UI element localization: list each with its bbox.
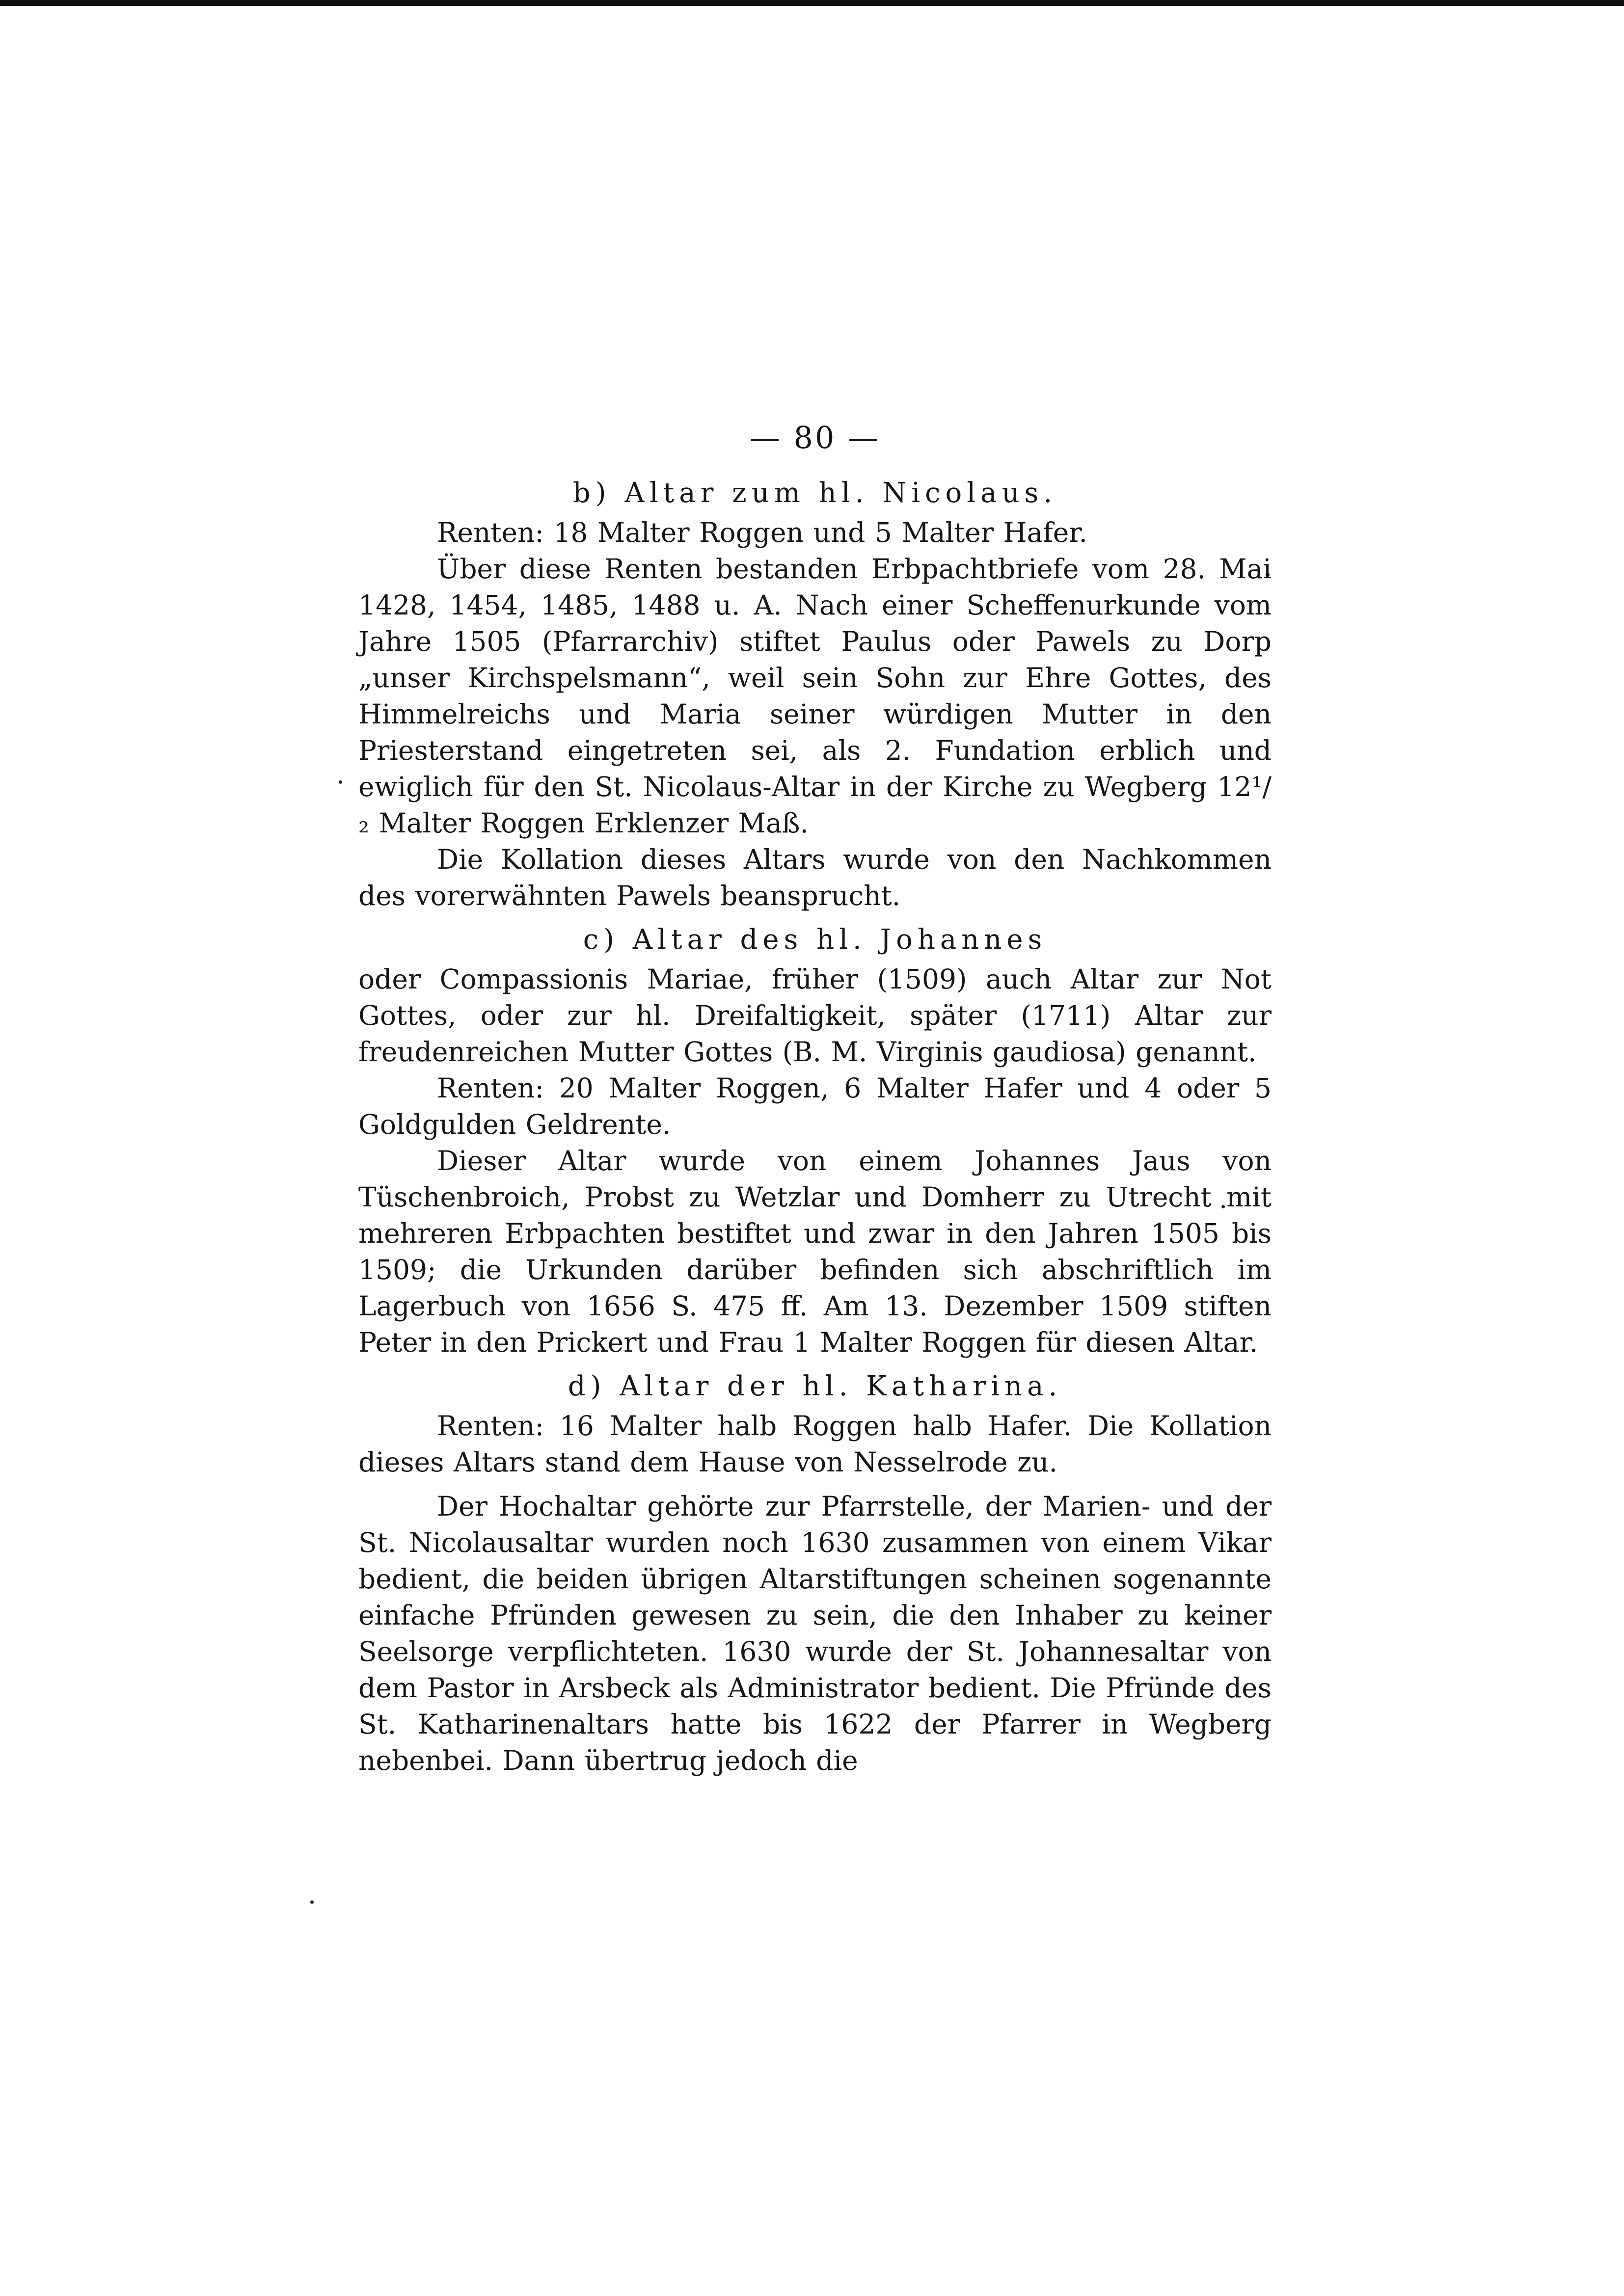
section-c-body: oder Compassionis Mariae, früher (1509) auch Altar zur Not Gottes, oder zur hl. Dreifaltigkeit, später (1711) Altar zur freudenreichen Mutter Gottes (B. M. Virginis gaudiosa) genannt. — [358, 963, 1272, 1068]
section-b-heading: b) Altar zum hl. Nicolaus. — [572, 477, 1057, 509]
scan-top-border — [0, 0, 1624, 6]
section-c-foundation: Dieser Altar wurde von einem Johannes Jaus von Tüschenbroich, Probst zu Wetzlar und Domherr zu Utrecht mit mehreren Erbpachten bestiftet und zwar in den Jahren 1505 bis 1509; die Urkunden darüber befinden sich abschriftlich im Lagerbuch von 1656 S. 475 ff. Am 13. Dezember 1509 stiften Peter in den Prickert und Frau 1 Malter Roggen für diesen Altar. — [358, 1145, 1272, 1358]
section-b-rents: Renten: 18 Malter Roggen und 5 Malter Hafer. — [437, 517, 1087, 548]
book-page — [358, 420, 1272, 1779]
scan-speck — [310, 1900, 314, 1904]
scan-speck — [339, 780, 342, 784]
section-c-rents: Renten: 20 Malter Roggen, 6 Malter Hafer und 4 oder 5 Goldgulden Geldrente. — [358, 1072, 1272, 1140]
closing-paragraph: Der Hochaltar gehörte zur Pfarrstelle, der Marien- und der St. Nicolausaltar wurden noch 1630 zusammen von einem Vikar bedient, die beiden übrigen Altarstiftungen scheinen sogenannte einfache Pfründen gewesen zu sein, die den Inhaber zu keiner Seelsorge verpflichteten. 1630 wurde der St. Johannesaltar von dem Pastor in Arsbeck als Administrator bedient. Die Pfründe des St. Katharinenaltars hatte bis 1622 der Pfarrer in Wegberg nebenbei. Dann übertrug jedoch die — [358, 1491, 1272, 1776]
section-d-heading: d) Altar der hl. Katharina. — [568, 1370, 1062, 1402]
page-number: — 80 — — [749, 420, 881, 455]
section-b-body: Über diese Renten bestanden Erbpachtbriefe vom 28. Mai 1428, 1454, 1485, 1488 u. A. Nach einer Scheffenurkunde vom Jahre 1505 (Pfarrarchiv) stiftet Paulus oder Pawels zu Dorp „unser Kirchspelsmann“, weil sein Sohn zur Ehre Gottes, des Himmelreichs und Maria seiner würdigen Mutter in den Priesterstand eingetreten sei, als 2. Fundation erblich und ewiglich für den St. Nicolaus-Altar in der Kirche zu Wegberg 12¹/₂ Malter Roggen Erklenzer Maß. — [358, 553, 1272, 839]
section-c-heading: c) Altar des hl. Johannes — [583, 924, 1047, 956]
section-d-body: Renten: 16 Malter halb Roggen halb Hafer. Die Kollation dieses Altars stand dem Hause von Nesselrode zu. — [358, 1410, 1272, 1478]
section-b-collation: Die Kollation dieses Altars wurde von den Nachkommen des vorerwähnten Pawels beansprucht. — [358, 844, 1272, 911]
